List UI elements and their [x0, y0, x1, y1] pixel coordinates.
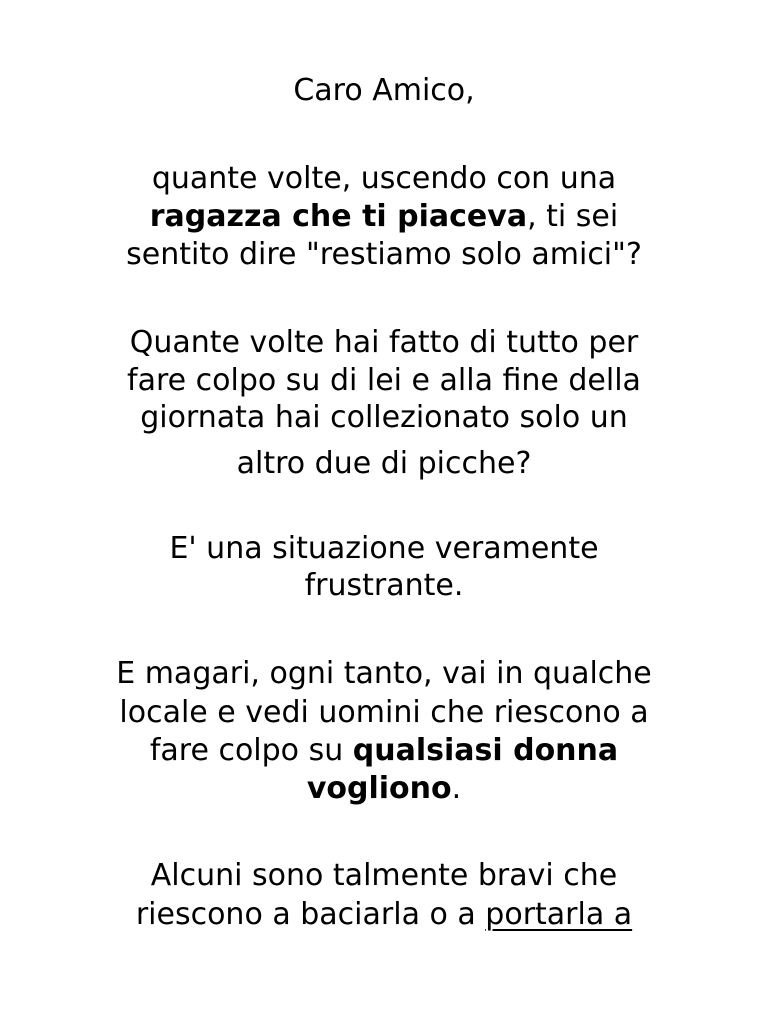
bold-phrase-vogliono: vogliono — [306, 771, 452, 806]
paragraph-5-line-2-pre: riescono a baciarla o a — [135, 897, 486, 932]
paragraph-2-line-1: Quante volte hai fatto di tutto per — [129, 325, 639, 360]
bold-phrase-ragazza: ragazza che ti piaceva — [149, 199, 528, 234]
paragraph-4-line-1: E magari, ogni tanto, vai in qualche — [116, 656, 652, 691]
underlined-phrase-portarla: portarla a — [485, 897, 633, 932]
paragraph-2-line-3: giornata hai collezionato solo un — [140, 400, 628, 435]
paragraph-2-line-2: fare colpo su di lei e alla fine della — [127, 363, 641, 398]
paragraph-4-line-3-pre: fare colpo su — [149, 733, 353, 768]
paragraph-2-line-4: altro due di picche? — [236, 446, 532, 481]
paragraph-1-line-2-rest: , ti sei — [527, 199, 619, 234]
bold-phrase-qualsiasi: qualsiasi donna — [352, 733, 619, 768]
paragraph-4-line-4-rest: . — [451, 771, 462, 806]
greeting: Caro Amico, — [293, 73, 475, 108]
paragraph-5-line-1: Alcuni sono talmente bravi che — [150, 858, 618, 893]
paragraph-3-line-2: frustrante. — [304, 568, 464, 603]
paragraph-4-line-3 — [0, 732, 768, 770]
paragraph-4-line-2: locale e vedi uomini che riescono a — [119, 695, 649, 730]
paragraph-1-line-3: sentito dire "restiamo solo amici"? — [126, 237, 642, 272]
paragraph-5-line-2 — [0, 896, 768, 934]
paragraph-3-line-1: E' una situazione veramente — [169, 531, 599, 566]
paragraph-4-line-4 — [0, 770, 768, 808]
paragraph-1-line-2 — [0, 198, 768, 236]
paragraph-1-line-1: quante volte, uscendo con una — [151, 161, 617, 196]
